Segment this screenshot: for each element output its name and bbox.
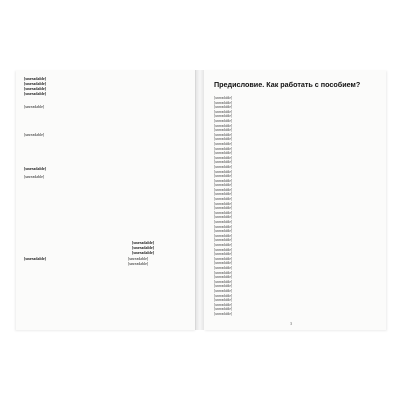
text-line: [unreadable] [214,233,233,238]
text-line: [unreadable] [214,109,233,114]
text-line: [unreadable] [214,123,233,128]
text-line: [unreadable] [214,183,233,188]
isbn-text: [unreadable] [24,166,46,171]
text-line: [unreadable] [214,187,233,192]
reviewer-note [24,104,174,109]
text-line: [unreadable] [214,137,233,142]
text-line: [unreadable] [214,229,233,234]
text-line: [unreadable] [214,224,233,229]
copyright-line: [unreadable] [128,256,149,261]
text-line: [unreadable] [214,220,233,225]
annotation-text: [unreadable] [24,174,45,179]
text-line: [unreadable] [214,146,233,151]
text-line: [unreadable] [214,275,233,280]
text-line: [unreadable] [214,118,233,123]
text-line: [unreadable] [214,288,233,293]
classification-codes [24,76,84,96]
reviewer-text: [unreadable] [24,104,45,109]
text-line: [unreadable] [214,105,233,110]
text-line: [unreadable] [214,293,233,298]
copyright-notice [128,256,192,266]
text-line: [unreadable] [214,311,233,316]
text-line: [unreadable] [214,132,233,137]
book-spine [196,70,204,330]
right-page [204,70,386,330]
annotation-block [24,174,184,179]
text-line: [unreadable] [214,284,233,289]
text-line: [unreadable] [214,128,233,133]
text-line: [unreadable] [214,151,233,156]
text-line: [unreadable] [214,114,233,119]
text-line: [unreadable] [214,302,233,307]
text-line: [unreadable] [214,174,233,179]
isbn-top [24,166,104,171]
text-line: [unreadable] [214,247,233,252]
text-line: [unreadable] [214,307,233,312]
isbn-text: [unreadable] [24,256,46,261]
text-line: [unreadable] [214,210,233,215]
text-line: [unreadable] [214,164,233,169]
text-line: [unreadable] [214,243,233,247]
text-line: [unreadable] [214,100,233,105]
text-line: [unreadable] [214,197,233,202]
text-line: [unreadable] [214,201,233,206]
page-heading: Предисловие. Как работать с пособием? [214,80,361,89]
text-line: [unreadable] [214,192,233,197]
text-line: [unreadable] [214,270,233,275]
text-line: [unreadable] [214,96,233,100]
bibliographic-entry [24,132,184,137]
code-line: [unreadable] [24,81,46,86]
biblio-text: [unreadable] [24,132,45,137]
code-line: [unreadable] [24,91,46,96]
code-line: [unreadable] [24,86,46,91]
text-line: [unreadable] [214,141,233,146]
text-line: [unreadable] [214,261,233,266]
text-line: [unreadable] [214,265,233,270]
text-line: [unreadable] [214,155,233,160]
preface-body [214,96,378,317]
code-line: [unreadable] [132,240,154,245]
text-line: [unreadable] [214,279,233,284]
text-line: [unreadable] [214,206,233,211]
text-line: [unreadable] [214,215,233,220]
isbn-bottom [24,256,104,261]
page-number: 3 [290,321,292,326]
text-line: [unreadable] [214,160,233,165]
code-line: [unreadable] [132,250,154,255]
left-page [16,70,196,330]
text-line: [unreadable] [214,256,233,261]
classification-codes-bottom [132,240,192,255]
text-line: [unreadable] [214,169,233,174]
code-line: [unreadable] [24,76,46,81]
text-line: [unreadable] [214,178,233,183]
copyright-line: [unreadable] [128,261,149,266]
code-line: [unreadable] [132,245,154,250]
text-line: [unreadable] [214,238,233,243]
text-line: [unreadable] [214,252,233,257]
text-line: [unreadable] [214,298,233,303]
